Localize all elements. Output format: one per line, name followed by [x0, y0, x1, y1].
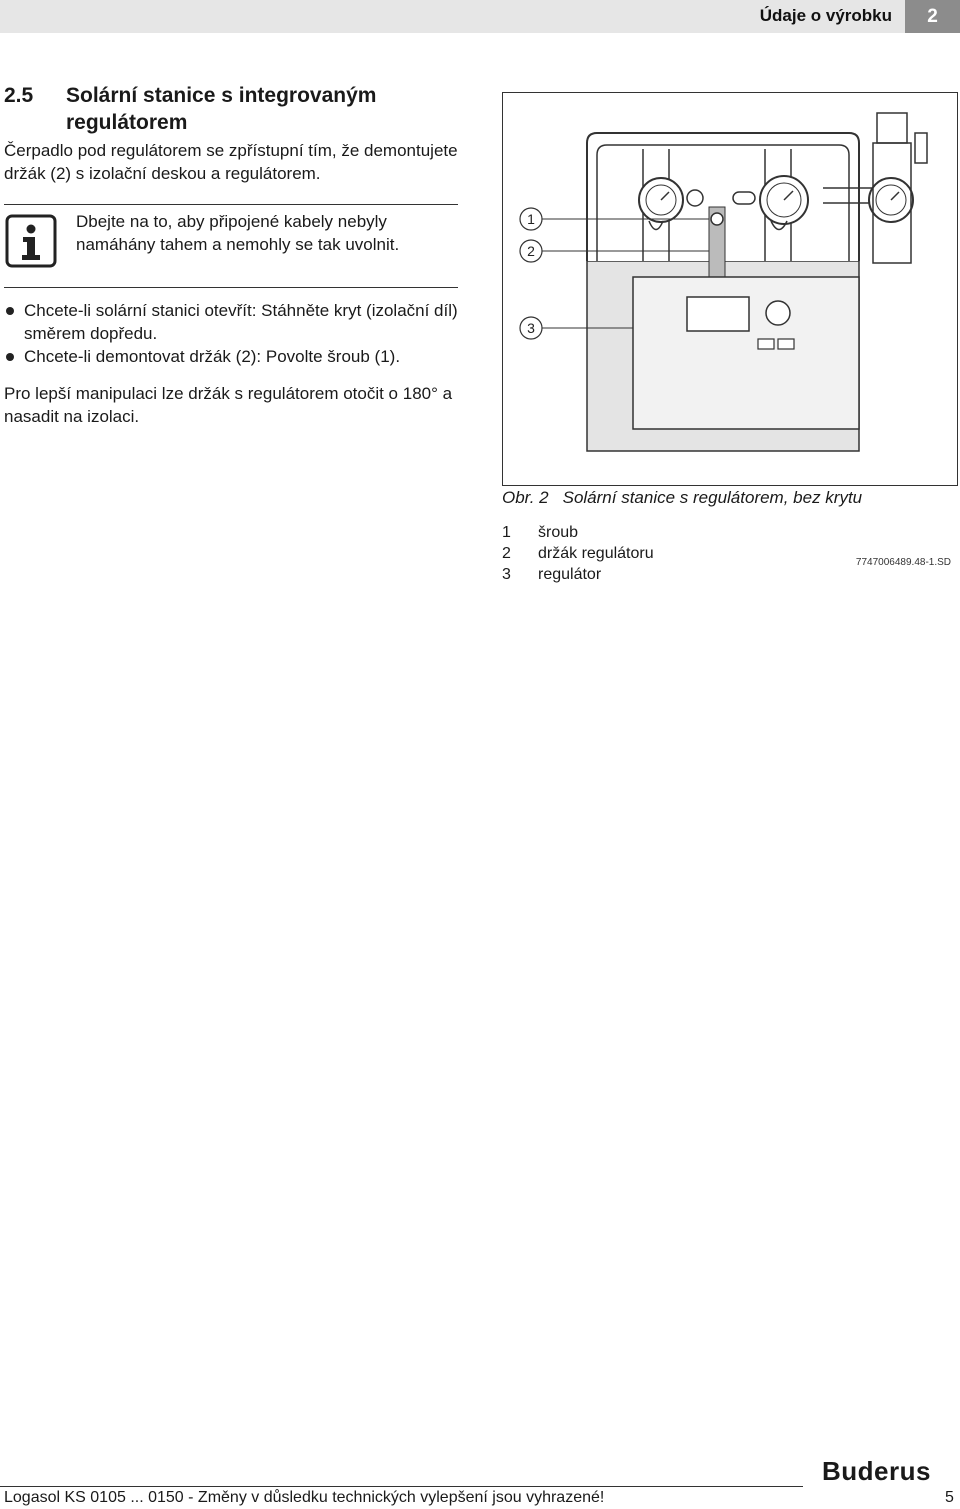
note-text: Dbejte na to, aby připojené kabely nebyly namáhány tahem a nemohly se tak uvolnit.: [76, 212, 400, 254]
footer-text: Logasol KS 0105 ... 0150 - Změny v důsledku technických vylepšení jsou vyhrazené!: [4, 1489, 605, 1506]
figure-caption: [502, 488, 862, 508]
callout-2-label: 2: [527, 243, 535, 259]
note-rule-bottom: [4, 287, 458, 288]
legend-text: šroub: [538, 524, 579, 541]
list-item: [502, 543, 654, 564]
caption-label: Obr. 2: [502, 488, 549, 507]
caption-text: Solární stanice s regulátorem, bez krytu: [562, 488, 863, 507]
legend-number: 2: [502, 545, 511, 562]
list-item: [502, 564, 654, 585]
footer-rule: [0, 1486, 803, 1487]
section-title-line1: Solární stanice s integrovaným: [66, 84, 377, 107]
instruction-list: [4, 299, 464, 368]
list-item: Chcete-li demontovat držák (2): Povolte šroub (1).: [4, 345, 464, 368]
legend-number: 3: [502, 566, 511, 583]
section-title-line2: regulátorem: [66, 111, 188, 134]
legend-number: 1: [502, 524, 511, 541]
info-icon: [5, 214, 57, 268]
header-title: Údaje o výrobku: [759, 6, 892, 25]
list-item: Chcete-li solární stanici otevřít: Stáhněte kryt (izolační díl) směrem dopředu.: [4, 299, 464, 345]
solar-station-drawing: [503, 93, 957, 485]
brand-logo: Buderus: [822, 1456, 931, 1486]
intro-paragraph: Čerpadlo pod regulátorem se zpřístupní tím, že demontujete držák (2) s izolační deskou a regulátorem.: [4, 141, 458, 183]
legend-text: regulátor: [538, 566, 602, 583]
page-number: 5: [945, 1489, 954, 1506]
figure-legend: [502, 522, 654, 585]
list-item: [502, 522, 654, 543]
chapter-number: 2: [905, 0, 960, 33]
section-heading: [4, 82, 376, 136]
outro-paragraph: Pro lepší manipulaci lze držák s regulátorem otočit o 180° a nasadit na izolaci.: [4, 384, 453, 426]
legend-text: držák regulátoru: [538, 545, 654, 562]
figure-code: 7747006489.48-1.SD: [855, 557, 951, 568]
section-number: 2.5: [4, 84, 34, 107]
callout-3-label: 3: [527, 320, 535, 336]
callout-1-label: 1: [527, 211, 535, 227]
note-rule-top: [4, 204, 458, 205]
